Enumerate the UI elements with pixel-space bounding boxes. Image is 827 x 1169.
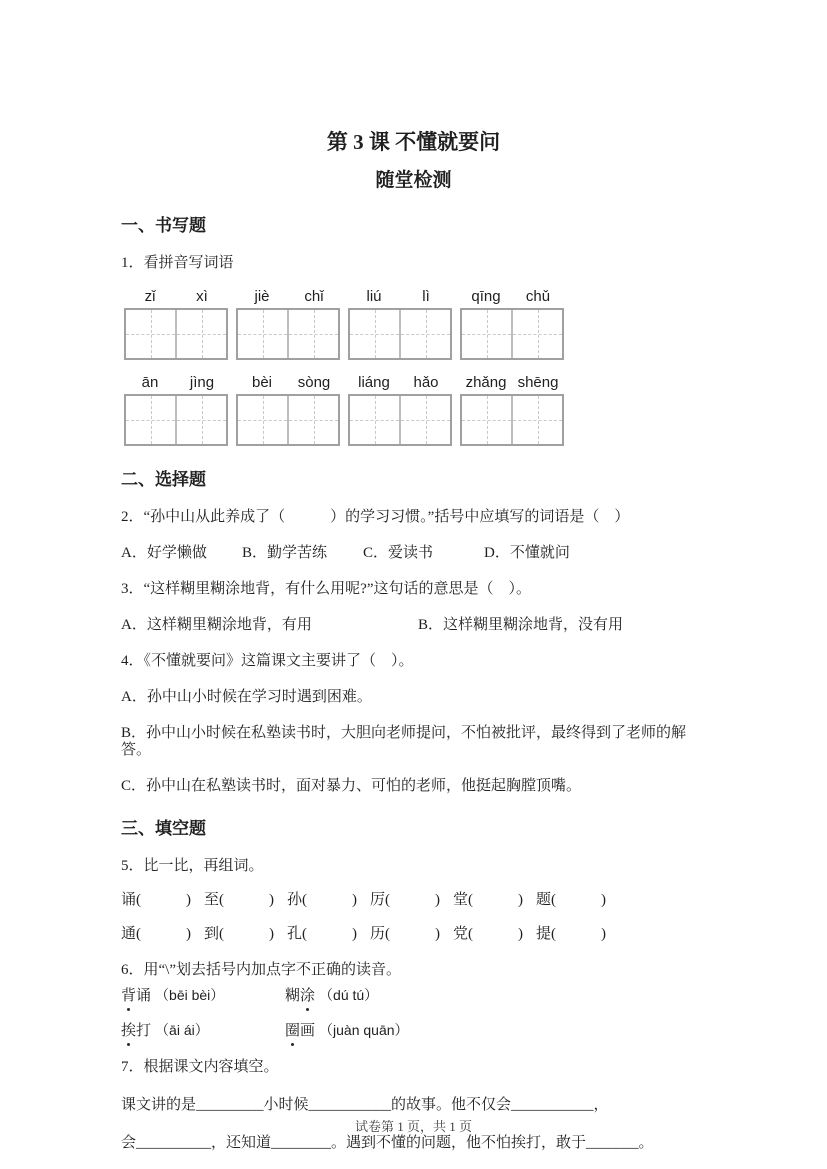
page-title: 第 3 课 不懂就要问	[326, 130, 501, 154]
writing-cell	[511, 310, 562, 358]
plain-char: 打	[136, 1023, 152, 1039]
pinyin-group	[460, 374, 564, 446]
writing-cell	[175, 310, 226, 358]
q6-reading: （dú tú）	[319, 987, 379, 1003]
q5-item: 题( )	[536, 892, 606, 908]
q1-label: 1．看拼音写词语	[121, 255, 234, 271]
pinyin-syllable: bèi	[251, 374, 273, 391]
pinyin-group	[124, 374, 228, 446]
pinyin-labels	[124, 374, 228, 392]
q2-option: C．爱读书	[363, 545, 434, 561]
q5-item: 提( )	[536, 926, 606, 942]
q3-options	[121, 617, 706, 634]
pinyin-labels	[236, 374, 340, 392]
writing-grid	[124, 394, 228, 446]
writing-cell	[350, 310, 399, 358]
q6-label: 6．用“\”划去括号内加点字不正确的读音。	[121, 962, 401, 978]
pinyin-group	[236, 288, 340, 360]
q6-item	[285, 987, 409, 1005]
page-subtitle: 随堂检测	[375, 170, 452, 191]
writing-grid	[460, 308, 564, 360]
pinyin-labels	[348, 288, 452, 306]
pinyin-syllable: hǎo	[413, 374, 439, 391]
pinyin-syllable: liáng	[358, 374, 390, 391]
writing-cell	[126, 396, 175, 444]
q4-stem: 4．《不懂就要问》这篇课文主要讲了（ ）。	[121, 653, 414, 669]
q2-stem: 2．“孙中山从此养成了（ ）的学习习惯。”括号中应填写的词语是（ ）	[121, 509, 630, 525]
plain-char: 画	[300, 1023, 316, 1039]
q2-option: B．勤学苦练	[242, 545, 328, 561]
pinyin-labels	[348, 374, 452, 392]
writing-cell	[350, 396, 399, 444]
q5-item: 堂( )	[453, 892, 523, 908]
q3-stem: 3．“这样糊里糊涂地背，有什么用呢?”这句话的意思是（ ）。	[121, 581, 531, 597]
q6-word	[285, 1023, 315, 1039]
writing-cell	[511, 396, 562, 444]
q6-word	[121, 988, 151, 1004]
section-heading-choice: 二、选择题	[121, 470, 206, 489]
pinyin-labels	[460, 374, 564, 392]
pinyin-labels	[124, 288, 228, 306]
section-heading-fill: 三、填空题	[121, 819, 206, 838]
pinyin-group	[348, 288, 452, 360]
writing-cell	[399, 396, 450, 444]
q6-word	[285, 988, 315, 1004]
q4-option: C．孙中山在私塾读书时，面对暴力、可怕的老师，他挺起胸膛顶嘴。	[121, 778, 582, 794]
q6-readings	[121, 987, 706, 1040]
pinyin-group	[348, 374, 452, 446]
q6-word	[121, 1023, 151, 1039]
writing-cell	[175, 396, 226, 444]
pinyin-syllable: ān	[141, 374, 159, 391]
pinyin-syllable: lì	[422, 288, 430, 305]
pinyin-syllable: sòng	[297, 374, 331, 391]
writing-cell	[287, 396, 338, 444]
dotted-char: 涂	[300, 988, 316, 1004]
page-footer: 试卷第 1 页，共 1 页	[354, 1119, 472, 1134]
q7-line-1: 课文讲的是_________小时候___________的故事。他不仅会___________，	[121, 1097, 609, 1113]
dotted-char: 挨	[121, 1023, 137, 1039]
pinyin-group	[460, 288, 564, 360]
pinyin-labels	[236, 288, 340, 306]
writing-grid	[124, 308, 228, 360]
writing-grid	[236, 394, 340, 446]
q2-option: D．不懂就问	[484, 545, 570, 561]
q5-item: 孔( )	[287, 926, 357, 942]
q6-item	[285, 1022, 409, 1040]
q5-row	[121, 926, 706, 943]
q5-row	[121, 892, 706, 909]
q5-item: 诵( )	[121, 892, 191, 908]
pinyin-syllable: chǔ	[525, 288, 551, 305]
writing-cell	[238, 310, 287, 358]
q2-options	[121, 545, 706, 562]
q5-word-pairs	[121, 892, 706, 943]
dotted-char: 背	[121, 988, 137, 1004]
pinyin-syllable: jiè	[254, 288, 270, 305]
writing-cell	[287, 310, 338, 358]
q6-reading: （juàn quān）	[319, 1022, 409, 1038]
q3-option: A．这样糊里糊涂地背，有用	[121, 617, 312, 633]
section-heading-writing: 一、书写题	[121, 216, 206, 235]
q6-item	[121, 987, 285, 1005]
writing-cell	[238, 396, 287, 444]
q6-reading: （āi ái）	[155, 1022, 209, 1038]
pinyin-syllable: liú	[366, 288, 382, 305]
q5-item: 到( )	[204, 926, 274, 942]
writing-grid	[348, 308, 452, 360]
writing-cell	[462, 310, 511, 358]
q5-label: 5．比一比，再组词。	[121, 858, 264, 874]
q5-item: 至( )	[204, 892, 274, 908]
q5-item: 党( )	[453, 926, 523, 942]
pinyin-labels	[460, 288, 564, 306]
writing-cell	[399, 310, 450, 358]
writing-grid	[236, 308, 340, 360]
pinyin-grid-row	[124, 374, 706, 446]
pinyin-syllable: zhǎng	[465, 374, 507, 391]
q4-options	[121, 689, 706, 795]
pinyin-syllable: jìng	[189, 374, 215, 391]
writing-cell	[126, 310, 175, 358]
writing-grid	[348, 394, 452, 446]
q5-item: 厉( )	[370, 892, 440, 908]
pinyin-grid-row	[124, 288, 706, 360]
pinyin-syllable: chǐ	[304, 288, 324, 305]
q6-item	[121, 1022, 285, 1040]
q2-option: A．好学懒做	[121, 545, 207, 561]
q5-item: 历( )	[370, 926, 440, 942]
writing-grid	[460, 394, 564, 446]
pinyin-syllable: shēng	[517, 374, 559, 391]
writing-cell	[462, 396, 511, 444]
q5-item: 通( )	[121, 926, 191, 942]
pinyin-group	[236, 374, 340, 446]
pinyin-syllable: xì	[196, 288, 208, 305]
dotted-char: 圈	[285, 1023, 301, 1039]
q3-option: B．这样糊里糊涂地背，没有用	[418, 617, 624, 633]
q4-option: B．孙中山小时候在私塾读书时，大胆向老师提问，不怕被批评，最终得到了老师的解答。	[121, 725, 687, 758]
pinyin-group	[124, 288, 228, 360]
plain-char: 糊	[285, 988, 301, 1004]
q7-label: 7．根据课文内容填空。	[121, 1059, 279, 1075]
plain-char: 诵	[136, 988, 152, 1004]
pinyin-syllable: qīng	[471, 288, 501, 305]
q7-line-2: 会__________，还知道________。遇到不懂的问题，他不怕挨打，敢于_______。	[121, 1135, 654, 1151]
q6-reading: （bēi bèi）	[155, 987, 225, 1003]
pinyin-syllable: zǐ	[144, 288, 156, 305]
q5-item: 孙( )	[287, 892, 357, 908]
q4-option: A．孙中山小时候在学习时遇到困难。	[121, 689, 372, 705]
pinyin-grid-area	[121, 288, 706, 446]
